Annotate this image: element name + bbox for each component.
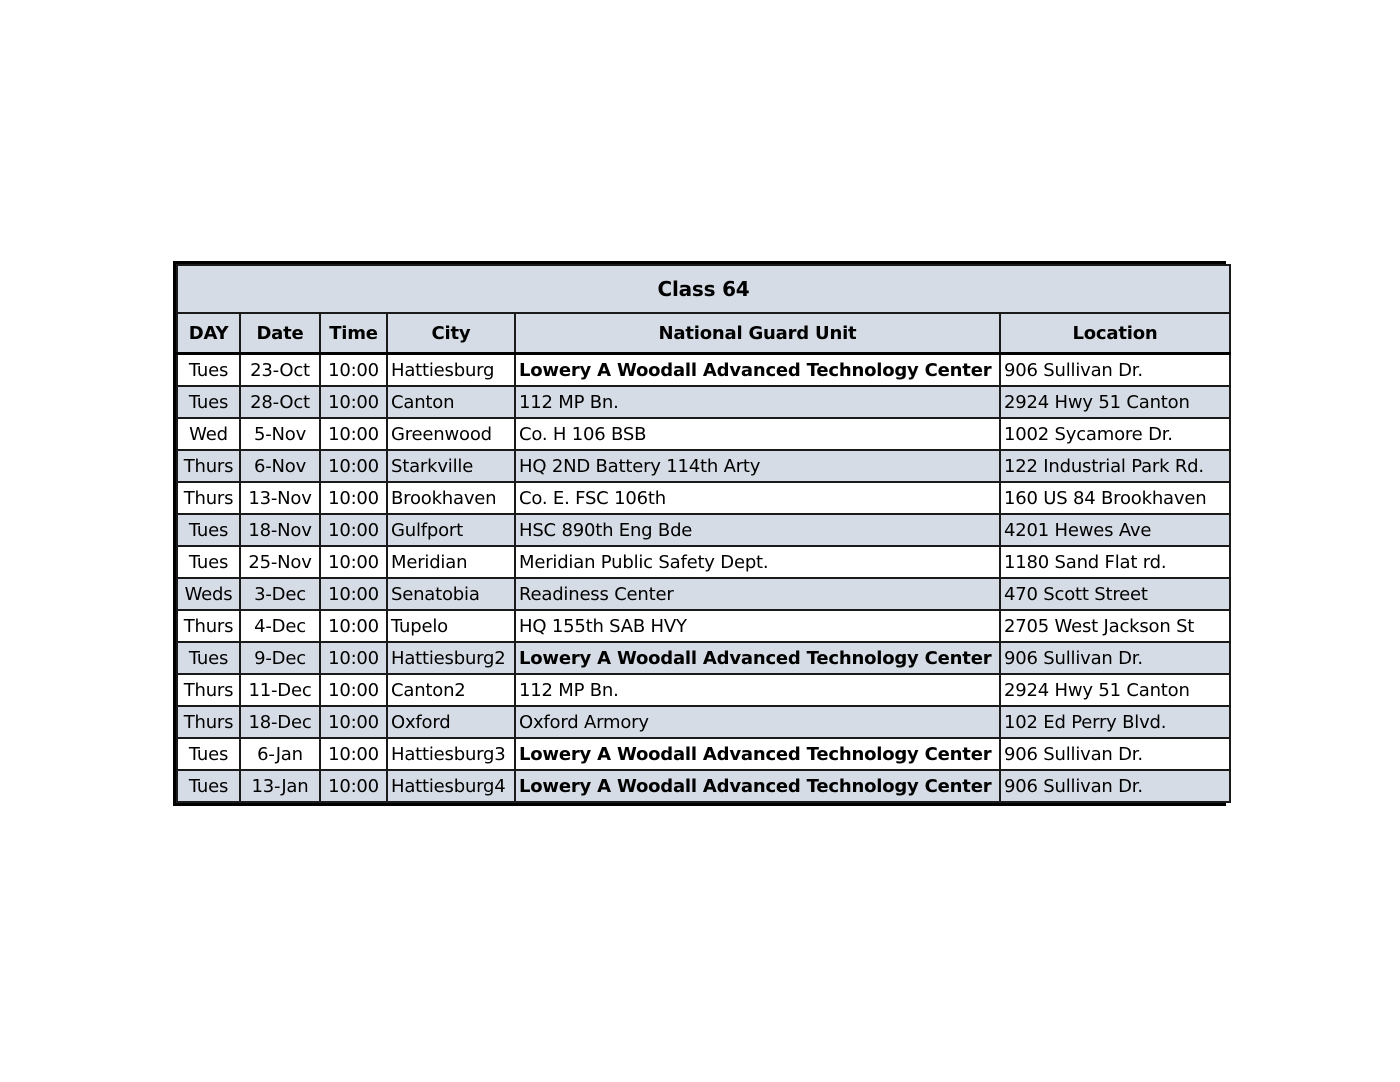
cell-day: Tues — [177, 386, 240, 418]
table-row — [177, 418, 1230, 450]
schedule-table-container — [173, 261, 1226, 806]
cell-location: 102 Ed Perry Blvd. — [1000, 706, 1230, 738]
cell-city: Oxford — [387, 706, 515, 738]
cell-location: 906 Sullivan Dr. — [1000, 642, 1230, 674]
cell-unit: Lowery A Woodall Advanced Technology Center — [515, 642, 1000, 674]
cell-unit: Meridian Public Safety Dept. — [515, 546, 1000, 578]
table-row — [177, 610, 1230, 642]
cell-location: 160 US 84 Brookhaven — [1000, 482, 1230, 514]
cell-date: 28-Oct — [240, 386, 320, 418]
cell-day: Thurs — [177, 610, 240, 642]
cell-day: Thurs — [177, 482, 240, 514]
cell-unit: Lowery A Woodall Advanced Technology Center — [515, 738, 1000, 770]
table-row — [177, 514, 1230, 546]
cell-location: 906 Sullivan Dr. — [1000, 354, 1230, 387]
cell-city: Hattiesburg4 — [387, 770, 515, 802]
cell-time: 10:00 — [320, 706, 387, 738]
cell-unit: Lowery A Woodall Advanced Technology Center — [515, 354, 1000, 387]
cell-time: 10:00 — [320, 386, 387, 418]
cell-unit: Co. H 106 BSB — [515, 418, 1000, 450]
cell-time: 10:00 — [320, 450, 387, 482]
table-row — [177, 546, 1230, 578]
cell-city: Greenwood — [387, 418, 515, 450]
cell-unit: 112 MP Bn. — [515, 674, 1000, 706]
table-row — [177, 706, 1230, 738]
cell-date: 3-Dec — [240, 578, 320, 610]
cell-location: 4201 Hewes Ave — [1000, 514, 1230, 546]
cell-city: Hattiesburg — [387, 354, 515, 387]
column-header-location: Location — [1000, 313, 1230, 354]
cell-city: Brookhaven — [387, 482, 515, 514]
cell-date: 25-Nov — [240, 546, 320, 578]
cell-unit: HQ 2ND Battery 114th Arty — [515, 450, 1000, 482]
cell-location: 2924 Hwy 51 Canton — [1000, 674, 1230, 706]
cell-city: Canton2 — [387, 674, 515, 706]
column-header-city: City — [387, 313, 515, 354]
cell-time: 10:00 — [320, 770, 387, 802]
cell-location: 1002 Sycamore Dr. — [1000, 418, 1230, 450]
table-title: Class 64 — [177, 265, 1230, 313]
cell-day: Thurs — [177, 706, 240, 738]
cell-location: 1180 Sand Flat rd. — [1000, 546, 1230, 578]
cell-city: Meridian — [387, 546, 515, 578]
cell-day: Weds — [177, 578, 240, 610]
cell-date: 13-Nov — [240, 482, 320, 514]
table-row — [177, 386, 1230, 418]
cell-city: Hattiesburg2 — [387, 642, 515, 674]
cell-location: 2924 Hwy 51 Canton — [1000, 386, 1230, 418]
table-row — [177, 642, 1230, 674]
table-row — [177, 482, 1230, 514]
cell-date: 18-Dec — [240, 706, 320, 738]
cell-day: Wed — [177, 418, 240, 450]
table-row — [177, 738, 1230, 770]
column-header-date: Date — [240, 313, 320, 354]
cell-unit: Oxford Armory — [515, 706, 1000, 738]
schedule-table — [176, 264, 1231, 803]
cell-location: 906 Sullivan Dr. — [1000, 770, 1230, 802]
cell-date: 11-Dec — [240, 674, 320, 706]
cell-unit: 112 MP Bn. — [515, 386, 1000, 418]
table-title-row — [177, 265, 1230, 313]
cell-city: Starkville — [387, 450, 515, 482]
cell-time: 10:00 — [320, 578, 387, 610]
table-row — [177, 354, 1230, 387]
table-row — [177, 450, 1230, 482]
cell-time: 10:00 — [320, 546, 387, 578]
cell-location: 122 Industrial Park Rd. — [1000, 450, 1230, 482]
cell-unit: HQ 155th SAB HVY — [515, 610, 1000, 642]
cell-time: 10:00 — [320, 642, 387, 674]
cell-city: Hattiesburg3 — [387, 738, 515, 770]
cell-unit: Readiness Center — [515, 578, 1000, 610]
cell-city: Canton — [387, 386, 515, 418]
cell-location: 906 Sullivan Dr. — [1000, 738, 1230, 770]
cell-unit: HSC 890th Eng Bde — [515, 514, 1000, 546]
table-body — [177, 354, 1230, 803]
cell-date: 9-Dec — [240, 642, 320, 674]
cell-city: Gulfport — [387, 514, 515, 546]
cell-day: Tues — [177, 546, 240, 578]
cell-time: 10:00 — [320, 418, 387, 450]
cell-location: 470 Scott Street — [1000, 578, 1230, 610]
cell-day: Thurs — [177, 674, 240, 706]
column-header-row — [177, 313, 1230, 354]
cell-day: Tues — [177, 738, 240, 770]
cell-day: Tues — [177, 354, 240, 387]
cell-date: 13-Jan — [240, 770, 320, 802]
table-row — [177, 770, 1230, 802]
cell-time: 10:00 — [320, 610, 387, 642]
cell-time: 10:00 — [320, 354, 387, 387]
cell-date: 23-Oct — [240, 354, 320, 387]
cell-day: Thurs — [177, 450, 240, 482]
cell-day: Tues — [177, 514, 240, 546]
cell-city: Senatobia — [387, 578, 515, 610]
cell-day: Tues — [177, 770, 240, 802]
cell-day: Tues — [177, 642, 240, 674]
cell-date: 6-Nov — [240, 450, 320, 482]
cell-date: 4-Dec — [240, 610, 320, 642]
cell-unit: Co. E. FSC 106th — [515, 482, 1000, 514]
cell-location: 2705 West Jackson St — [1000, 610, 1230, 642]
cell-city: Tupelo — [387, 610, 515, 642]
cell-date: 6-Jan — [240, 738, 320, 770]
cell-date: 5-Nov — [240, 418, 320, 450]
column-header-unit: National Guard Unit — [515, 313, 1000, 354]
cell-time: 10:00 — [320, 482, 387, 514]
cell-unit: Lowery A Woodall Advanced Technology Center — [515, 770, 1000, 802]
cell-time: 10:00 — [320, 514, 387, 546]
table-row — [177, 674, 1230, 706]
cell-time: 10:00 — [320, 738, 387, 770]
cell-time: 10:00 — [320, 674, 387, 706]
column-header-day: DAY — [177, 313, 240, 354]
table-row — [177, 578, 1230, 610]
column-header-time: Time — [320, 313, 387, 354]
cell-date: 18-Nov — [240, 514, 320, 546]
